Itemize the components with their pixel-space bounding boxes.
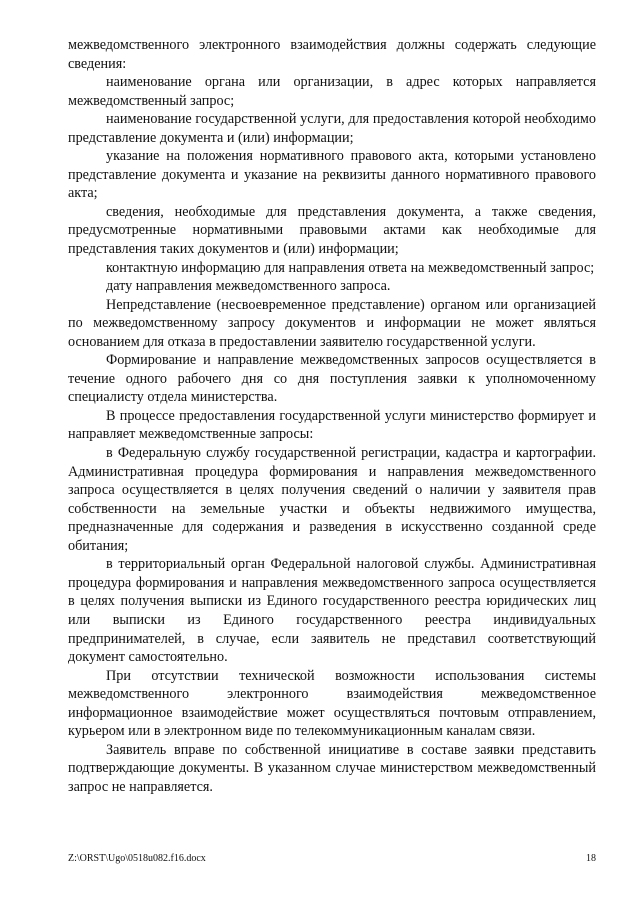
paragraph-non-submission: Непредставление (несвоевременное представление) органом или организацией по межведомственному запросу документов и информации не может являться основанием для отказа в предоставлении заявителю государственной услуги. xyxy=(68,296,596,350)
paragraph-item-service-name: наименование государственной услуги, для предоставления которой необходимо представление документа и (или) информации; xyxy=(68,111,596,146)
paragraph-item-contact-info: контактную информацию для направления ответа на межведомственный запрос; xyxy=(106,259,595,276)
paragraph-intro-continuation: межведомственного электронного взаимодействия должны содержать следующие сведения: xyxy=(68,37,596,72)
paragraph-item-legal-act: указание на положения нормативного правового акта, которыми установлено представление документа и указание на реквизиты данного нормативного правового акта; xyxy=(68,148,596,202)
paragraph-item-required-info: сведения, необходимые для представления документа, а также сведения, предусмотренные нормативными правовыми актами как необходимые для представления таких документов и (или) информации; xyxy=(68,203,596,258)
paragraph-requests-sent: В процессе предоставления государственной услуги министерство формирует и направляет межведомственные запросы: xyxy=(68,407,596,443)
document-body xyxy=(68,36,596,796)
paragraph-tax-service: в территориальный орган Федеральной налоговой службы. Административная процедура формирования и направления межведомственного запроса осуществляется в целях получения выписки из Единого государственного реестра юридических лиц или выписки из Единого государственного реестра индивидуальных предпринимателей, в случае, если заявитель не представил соответствующий документ самостоятельно. xyxy=(68,556,596,666)
paragraph-applicant-initiative: Заявитель вправе по собственной инициативе в составе заявки представить подтверждающие документы. В указанном случае министерством межведомственный запрос не направляется. xyxy=(68,741,596,795)
paragraph-item-request-date: дату направления межведомственного запроса. xyxy=(106,278,391,295)
paragraph-request-timing: Формирование и направление межведомственных запросов осуществляется в течение одного рабочего дня со дня поступления заявки к уполномоченному специалисту отдела министерства. xyxy=(68,352,596,406)
footer-file-path: Z:\ORST\Ugo\0518u082.f16.docx xyxy=(68,853,206,864)
page-number: 18 xyxy=(586,853,596,864)
paragraph-no-technical-means: При отсутствии технической возможности использования системы межведомственного электронного взаимодействия межведомственное информационное взаимодействие может осуществляться почтовым отправлением, курьером или в электронном виде по телекоммуникационным каналам связи. xyxy=(68,667,596,740)
paragraph-rosreestr: в Федеральную службу государственной регистрации, кадастра и картографии. Административная процедура формирования и направления межведомственного запроса осуществляется в целях получения сведений о наличии у заявителя прав собственности на земельные участки и объекты недвижимого имущества, предназначенные для содержания и разведения в искусственно созданной среде обитания; xyxy=(68,445,596,554)
paragraph-item-authority-name: наименование органа или организации, в адрес которых направляется межведомственный запрос; xyxy=(68,74,596,109)
